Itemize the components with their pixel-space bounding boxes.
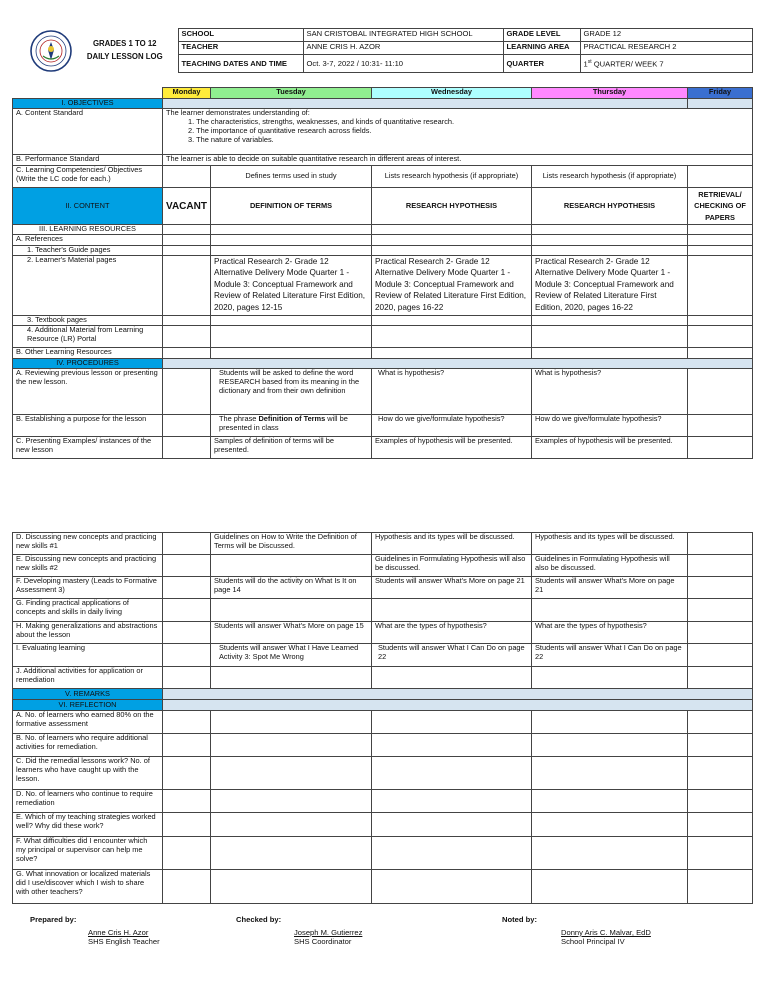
- deped-seal-icon: [30, 30, 72, 72]
- procedure-e-thursday: Guidelines in Formulating Hypothesis will also be discussed.: [532, 555, 688, 577]
- remarks-header: V. REMARKS: [13, 689, 163, 700]
- learners-material-wednesday: Practical Research 2- Grade 12 Alternative Delivery Mode Quarter 1 - Module 3: Conceptual Framework and Review of Related Literature First Edition, 2020, pages 16-22: [372, 256, 532, 316]
- teacher-label: TEACHER: [178, 42, 303, 55]
- procedure-c-wednesday: Examples of hypothesis will be presented.: [372, 437, 532, 459]
- other-resources-label: B. Other Learning Resources: [13, 348, 163, 359]
- procedure-i-label: I. Evaluating learning: [13, 644, 163, 667]
- content-standard-label: A. Content Standard: [13, 109, 163, 155]
- dates-label: TEACHING DATES AND TIME: [178, 55, 303, 73]
- school-label: SCHOOL: [178, 29, 303, 42]
- header-table: [28, 28, 753, 73]
- grade-label: GRADE LEVEL: [503, 29, 580, 42]
- area-value: PRACTICAL RESEARCH 2: [580, 42, 752, 55]
- checked-by-block: [294, 928, 362, 947]
- content-standard-item: 2. The importance of quantitative research across fields.: [188, 125, 372, 135]
- content-header: II. CONTENT: [13, 188, 163, 225]
- procedure-e-label: E. Discussing new concepts and practicing new skills #2: [13, 555, 163, 577]
- content-standard-item: 3. The nature of variables.: [188, 134, 274, 144]
- noted-by-name: Donny Aris C. Malvar, EdD: [561, 928, 651, 937]
- procedure-j-label: J. Additional activities for application or remediation: [13, 667, 163, 689]
- header-title-line2: DAILY LESSON LOG: [86, 51, 163, 61]
- procedure-d-tuesday: Guidelines on How to Write the Definition of Terms will be Discussed.: [211, 533, 372, 555]
- textbook-label: 3. Textbook pages: [13, 316, 163, 326]
- reflection-b-label: B. No. of learners who require additional activities for remediation.: [13, 734, 163, 757]
- checked-by-label: Checked by:: [236, 915, 282, 924]
- reflection-c-label: C. Did the remedial lessons work? No. of learners who have caught up with the lesson.: [13, 757, 163, 790]
- dates-value: Oct. 3-7, 2022 / 10:31- 11:10: [303, 55, 503, 73]
- procedure-f-thursday: Students will answer What's More on page 21: [532, 577, 688, 599]
- objectives-header: I. OBJECTIVES: [13, 99, 163, 109]
- learners-material-label: 2. Learner's Material pages: [13, 256, 163, 316]
- procedure-d-thursday: Hypothesis and its types will be discussed.: [532, 533, 688, 555]
- procedure-b-wednesday: How do we give/formulate hypothesis?: [372, 415, 532, 437]
- procedure-c-label: C. Presenting Examples/ instances of the new lesson: [13, 437, 163, 459]
- teacher-value: ANNE CRIS H. AZOR: [303, 42, 503, 55]
- procedure-g-label: G. Finding practical applications of concepts and skills in daily living: [13, 599, 163, 622]
- noted-by-role: School Principal IV: [561, 937, 625, 947]
- competency-tuesday: Defines terms used in study: [211, 166, 372, 188]
- prepared-by-name: Anne Cris H. Azor: [88, 928, 149, 937]
- procedures-header: IV. PROCEDURES: [13, 359, 163, 369]
- learners-material-tuesday: Practical Research 2- Grade 12 Alternative Delivery Mode Quarter 1 - Module 3: Conceptual Framework and Review of Related Literature First Edition, 2020, pages 12-15: [211, 256, 372, 316]
- noted-by-label: Noted by:: [502, 915, 538, 924]
- content-wednesday: RESEARCH HYPOTHESIS: [372, 188, 532, 225]
- procedure-f-tuesday: Students will do the activity on What Is It on page 14: [211, 577, 372, 599]
- procedure-d-label: D. Discussing new concepts and practicing new skills #1: [13, 533, 163, 555]
- reflection-f-label: F. What difficulties did I encounter which my principal or supervisor can help me solve?: [13, 837, 163, 870]
- procedure-i-thursday: Students will answer What I Can Do on page 22: [532, 644, 688, 667]
- checked-by-role: SHS Coordinator: [294, 937, 352, 947]
- quarter-value: 1st QUARTER/ WEEK 7: [580, 55, 752, 73]
- procedure-f-label: F. Developing mastery (Leads to Formative Assessment 3): [13, 577, 163, 599]
- competency-thursday: Lists research hypothesis (if appropriate): [532, 166, 688, 188]
- reflection-d-label: D. No. of learners who continue to require remediation: [13, 790, 163, 813]
- competency-label: C. Learning Competencies/ Objectives (Write the LC code for each.): [13, 166, 163, 188]
- day-wednesday: Wednesday: [372, 88, 532, 99]
- noted-by-block: [561, 928, 651, 947]
- procedure-b-thursday: How do we give/formulate hypothesis?: [532, 415, 688, 437]
- day-friday: Friday: [688, 88, 753, 99]
- quarter-label: QUARTER: [503, 55, 580, 73]
- procedure-c-thursday: Examples of hypothesis will be presented.: [532, 437, 688, 459]
- content-friday: RETRIEVAL/ CHECKING OF PAPERS: [688, 188, 753, 225]
- learners-material-thursday: Practical Research 2- Grade 12 Alternative Delivery Mode Quarter 1 - Module 3: Conceptual Framework and Review of Related Literature First Edition, 2020, pages 16-22: [532, 256, 688, 316]
- procedure-d-wednesday: Hypothesis and its types will be discussed.: [372, 533, 532, 555]
- header-title-line1: GRADES 1 TO 12: [92, 39, 157, 49]
- procedure-a-tuesday: Students will be asked to define the word RESEARCH based from its meaning in the dictionary and from their own definition: [211, 369, 372, 415]
- performance-standard-value: The learner is able to decide on suitable quantitative research in different areas of interest.: [163, 155, 753, 166]
- procedure-h-thursday: What are the types of hypothesis?: [532, 622, 688, 644]
- day-tuesday: Tuesday: [211, 88, 372, 99]
- prepared-by-role: SHS English Teacher: [88, 937, 160, 947]
- day-monday: Monday: [163, 88, 211, 99]
- procedure-f-wednesday: Students will answer What's More on page 21: [372, 577, 532, 599]
- procedure-h-wednesday: What are the types of hypothesis?: [372, 622, 532, 644]
- procedure-i-tuesday: Students will answer What I Have Learned Activity 3: Spot Me Wrong: [211, 644, 372, 667]
- dll-table-bottom: [12, 532, 753, 904]
- additional-material-label: 4. Additional Material from Learning Resource (LR) Portal: [13, 326, 163, 348]
- performance-standard-label: B. Performance Standard: [13, 155, 163, 166]
- checked-by-name: Joseph M. Gutierrez: [294, 928, 363, 937]
- dll-table-top: [12, 87, 753, 459]
- day-thursday: Thursday: [532, 88, 688, 99]
- content-thursday: RESEARCH HYPOTHESIS: [532, 188, 688, 225]
- procedure-h-label: H. Making generalizations and abstractions about the lesson: [13, 622, 163, 644]
- content-monday: VACANT: [163, 188, 211, 225]
- teachers-guide-label: 1. Teacher's Guide pages: [13, 246, 163, 256]
- procedure-b-tuesday: The phrase Definition of Terms will be presented in class: [211, 415, 372, 437]
- procedure-a-label: A. Reviewing previous lesson or presenting the new lesson.: [13, 369, 163, 415]
- prepared-by-label: Prepared by:: [30, 915, 77, 924]
- procedure-i-wednesday: Students will answer What I Can Do on page 22: [372, 644, 532, 667]
- procedure-h-tuesday: Students will answer What's More on page 15: [211, 622, 372, 644]
- reflection-header: VI. REFLECTION: [13, 700, 163, 711]
- reflection-a-label: A. No. of learners who earned 80% on the formative assessment: [13, 711, 163, 734]
- learning-resources-header: III. LEARNING RESOURCES: [13, 225, 163, 235]
- header-title-cell: [28, 29, 178, 73]
- references-label: A. References: [13, 235, 163, 246]
- grade-value: GRADE 12: [580, 29, 752, 42]
- reflection-e-label: E. Which of my teaching strategies worked well? Why did these work?: [13, 813, 163, 837]
- school-value: SAN CRISTOBAL INTEGRATED HIGH SCHOOL: [303, 29, 503, 42]
- content-standard-item: 1. The characteristics, strengths, weaknesses, and kinds of quantitative research.: [188, 116, 455, 126]
- reflection-g-label: G. What innovation or localized materials did I use/discover which I wish to share with other teachers?: [13, 870, 163, 904]
- content-standard-value: The learner demonstrates understanding of: 1. The characteristics, strengths, weaknesses, and kinds of quantitative research. 2. The importance of quantitative research across fields. 3. The nature of variables.: [163, 109, 753, 155]
- prepared-by-block: [88, 928, 160, 947]
- area-label: LEARNING AREA: [503, 42, 580, 55]
- procedure-b-label: B. Establishing a purpose for the lesson: [13, 415, 163, 437]
- content-tuesday: DEFINITION OF TERMS: [211, 188, 372, 225]
- procedure-c-tuesday: Samples of definition of terms will be presented.: [211, 437, 372, 459]
- procedure-a-wednesday: What is hypothesis?: [372, 369, 532, 415]
- competency-wednesday: Lists research hypothesis (if appropriate): [372, 166, 532, 188]
- procedure-a-thursday: What is hypothesis?: [532, 369, 688, 415]
- procedure-e-wednesday: Guidelines in Formulating Hypothesis will also be discussed.: [372, 555, 532, 577]
